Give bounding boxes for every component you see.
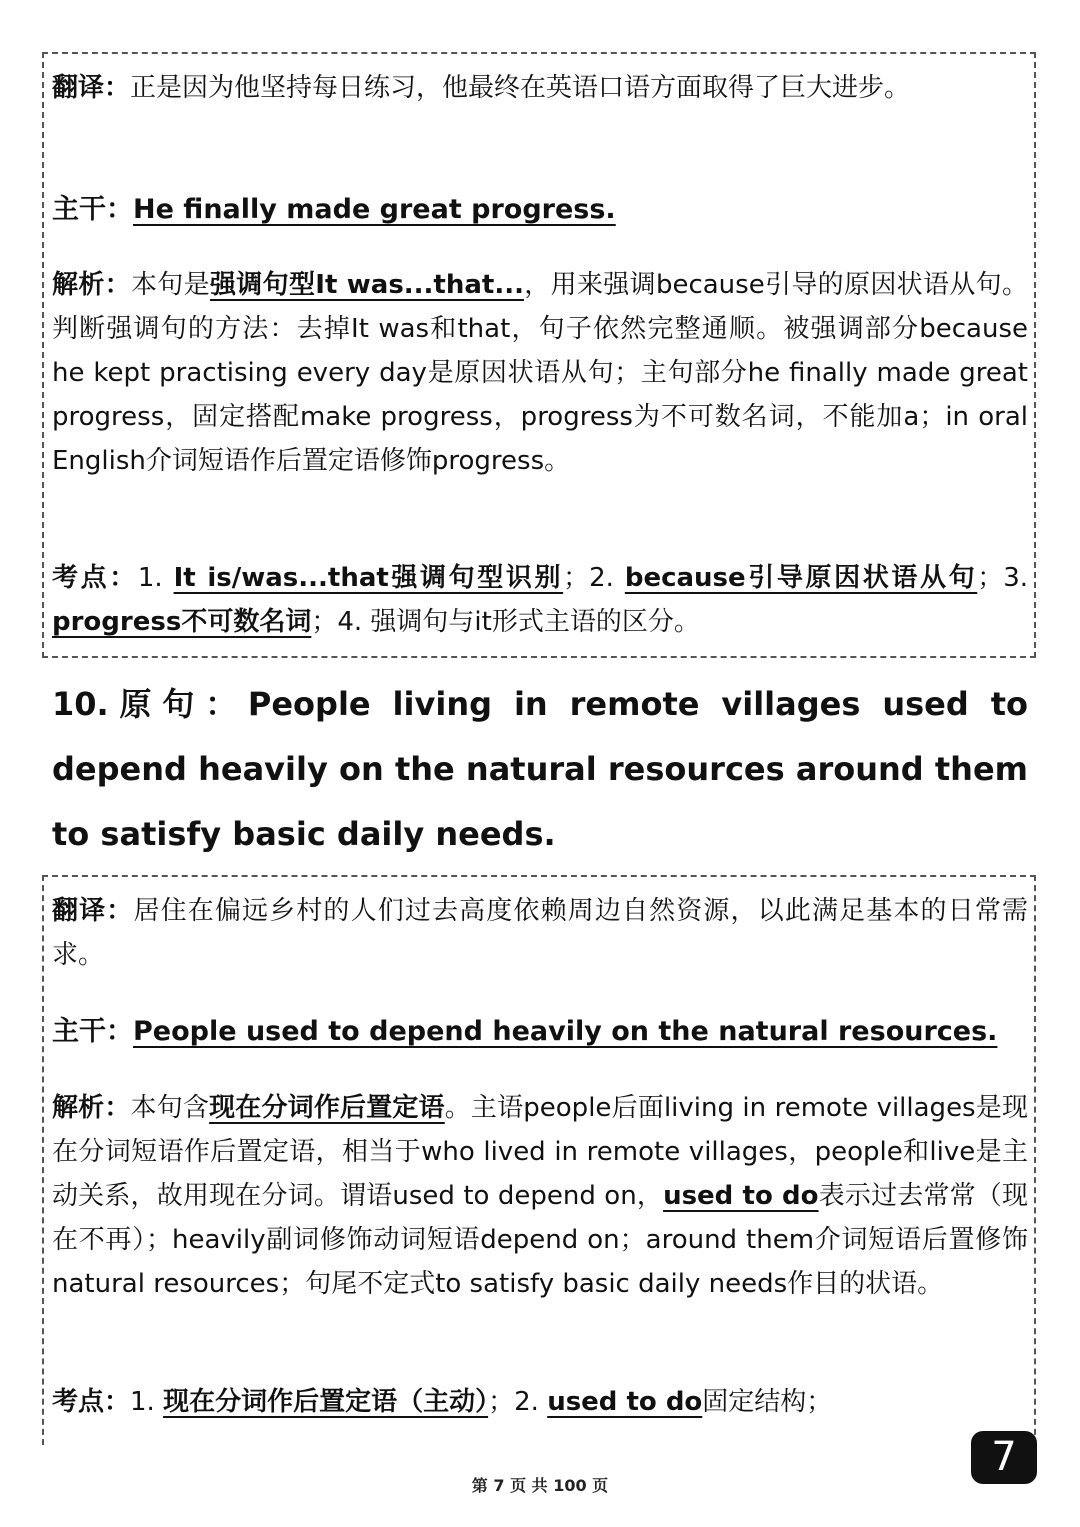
test-point-highlight: because引导原因状语从句 [624,563,978,593]
page-footer: 第 7 页 共 100 页 [471,1476,609,1495]
analysis-paragraph [52,1086,1028,1306]
test-point-highlight: used to do [547,1387,703,1417]
main-clause-paragraph [52,1010,1028,1054]
analysis-highlight: 强调句型It was...that... [209,270,524,300]
original-sentence-10 [52,672,1028,867]
main-clause-label: 主干： [52,194,133,225]
translation-paragraph [52,66,1028,110]
translation-text: 居住在偏远乡村的人们过去高度依赖周边自然资源，以此满足基本的日常需求。 [52,896,1028,970]
analysis-text: ，用来强调because引导的原因状语从句。判断强调句的方法：去掉It was和that，句子依然完整通顺。被强调部分because he kept practising every day是原因状语从句；主句部分he finally made great progress，固定搭配make progress，progress为不可数名词，不能加a；in oral English介词短语作后置定语修饰progress。 [52,270,1028,476]
sentence-label: 10.原句： [52,685,248,723]
translation-label: 翻译： [52,896,134,926]
sentence-text: People living in remote villages used to depend heavily on the natural resources around them to satisfy basic daily needs. [52,685,1028,853]
test-points-text: 固定结构； [702,1387,833,1417]
analysis-text: 表示过去常常（现在不再）；heavily副词修饰动词短语depend on；around them介词短语后置修饰natural resources；句尾不定式to satisfy basic daily needs作目的状语。 [52,1181,1028,1299]
test-points-label: 考点： [52,563,138,593]
main-clause-paragraph [52,188,1028,232]
test-points-text: ；2. [488,1387,548,1417]
analysis-label: 解析： [52,270,131,300]
test-points-paragraph [52,1380,1028,1424]
test-point-highlight: progress不可数名词 [52,607,312,637]
test-points-label: 考点： [52,1387,131,1417]
translation-paragraph [52,889,1028,977]
test-points-paragraph [52,556,1028,644]
analysis-text: 本句是 [130,270,210,300]
main-clause-text: People used to depend heavily on the natural resources. [133,1016,998,1047]
analysis-highlight: used to do [663,1181,819,1211]
main-clause-label: 主干： [52,1016,133,1047]
analysis-text: 本句含 [130,1093,210,1123]
test-points-text: 1. [130,1387,164,1417]
analysis-highlight: 现在分词作后置定语 [209,1093,445,1123]
test-point-highlight: It is/was...that强调句型识别 [173,563,564,593]
translation-text: 正是因为他坚持每日练习，他最终在英语口语方面取得了巨大进步。 [130,73,911,103]
test-points-text: ；2. [563,563,625,593]
page-number-badge: 7 [971,1431,1037,1484]
test-points-text: 1. [137,563,174,593]
analysis-label: 解析： [52,1093,131,1123]
analysis-paragraph [52,263,1028,483]
test-point-highlight: 现在分词作后置定语（主动） [163,1387,489,1417]
analysis-text: 。主语people后面living in remote villages是现在分词短语作后置定语，相当于who lived in remote villages，people和live是主动关系，故用现在分词。谓语used to depend on， [52,1093,1028,1211]
main-clause-text: He finally made great progress. [133,194,616,225]
translation-label: 翻译： [52,73,131,103]
test-points-text: ；4. 强调句与it形式主语的区分。 [311,607,700,637]
test-points-text: ；3. [977,563,1029,593]
